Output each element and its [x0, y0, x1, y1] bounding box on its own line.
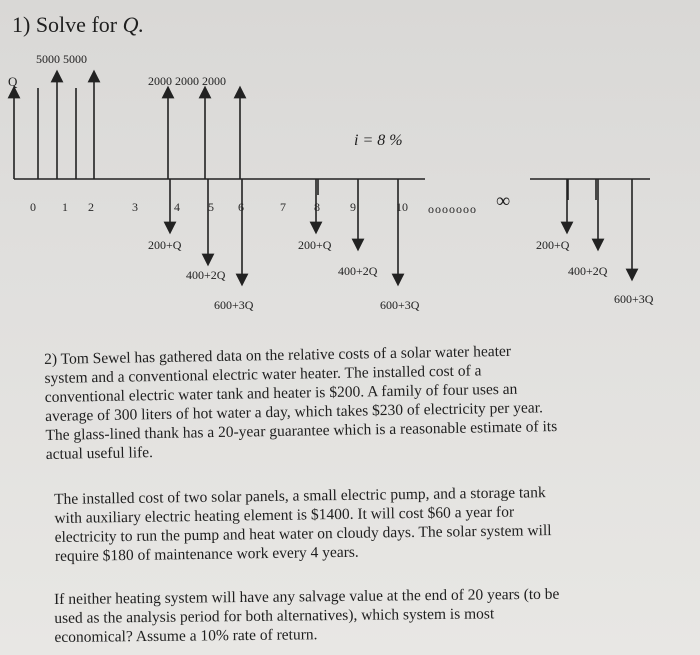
- text-line: with auxiliary electric heating element is $1400. It will cost $60 a year for: [54, 503, 515, 527]
- text-line: The glass-lined thank has a 20-year guarantee which is a reasonable estimate of its: [45, 418, 558, 444]
- interest-rate: i = 8 %: [354, 132, 403, 149]
- problem2-paragraph-1: [44, 341, 558, 464]
- problem2-paragraph-3: [54, 585, 560, 647]
- label-600Q-3: 600+3Q: [614, 292, 654, 306]
- tick-9: 9: [350, 200, 356, 214]
- label-200Q-1: 200+Q: [148, 238, 182, 252]
- text-line: economical? Assume a 10% rate of return.: [54, 626, 318, 646]
- tick-4: 4: [174, 200, 180, 214]
- tick-6: 6: [238, 200, 244, 214]
- tick-2: 2: [88, 200, 94, 214]
- q-label: Q: [8, 74, 18, 89]
- text-line: conventional electric water tank and heater is $200. A family of four uses an: [44, 380, 518, 406]
- text-line: system and a conventional electric water heater. The installed cost of a: [44, 362, 482, 387]
- text-line: electricity to run the pump and heat water on cloudy days. The solar system will: [54, 522, 552, 546]
- dots: ooooooo: [428, 202, 477, 216]
- tick-0: 0: [30, 200, 36, 214]
- problem1-title: [12, 12, 144, 38]
- cash-flow-svg: [0, 40, 700, 330]
- tick-10: 10: [396, 200, 408, 214]
- top-label-2000: 2000 2000 2000: [148, 74, 226, 88]
- label-200Q-3: 200+Q: [536, 238, 570, 252]
- tick-5: 5: [208, 200, 214, 214]
- text-line: If neither heating system will have any salvage value at the end of 20 years (to be: [54, 585, 560, 608]
- text-line: actual useful life.: [45, 444, 154, 463]
- tick-8: 8: [314, 200, 320, 214]
- label-400Q-3: 400+2Q: [568, 264, 608, 278]
- title-variable: Q.: [122, 12, 144, 37]
- label-400Q-1: 400+2Q: [186, 268, 226, 282]
- label-600Q-1: 600+3Q: [214, 298, 254, 312]
- tick-3: 3: [132, 200, 138, 214]
- problem2-paragraph-2: [54, 483, 552, 566]
- text-line: require $180 of maintenance work every 4 years.: [54, 543, 359, 565]
- title-prefix: 1) Solve for: [12, 12, 123, 37]
- text-line: The installed cost of two solar panels, a small electric pump, and a storage tank: [54, 484, 546, 508]
- infinity-symbol: ∞: [496, 190, 511, 212]
- label-400Q-2: 400+2Q: [338, 264, 378, 278]
- label-200Q-2: 200+Q: [298, 238, 332, 252]
- label-600Q-2: 600+3Q: [380, 298, 420, 312]
- text-line: used as the analysis period for both alternatives), which system is most: [54, 605, 495, 627]
- cash-flow-diagram: [0, 40, 700, 330]
- tick-7: 7: [280, 200, 286, 214]
- text-line: average of 300 liters of hot water a day, which takes $230 of electricity per year.: [45, 399, 544, 425]
- text-line: 2) Tom Sewel has gathered data on the relative costs of a solar water heater: [44, 342, 512, 368]
- top-label-5000: 5000 5000: [36, 52, 87, 66]
- tick-1: 1: [62, 200, 68, 214]
